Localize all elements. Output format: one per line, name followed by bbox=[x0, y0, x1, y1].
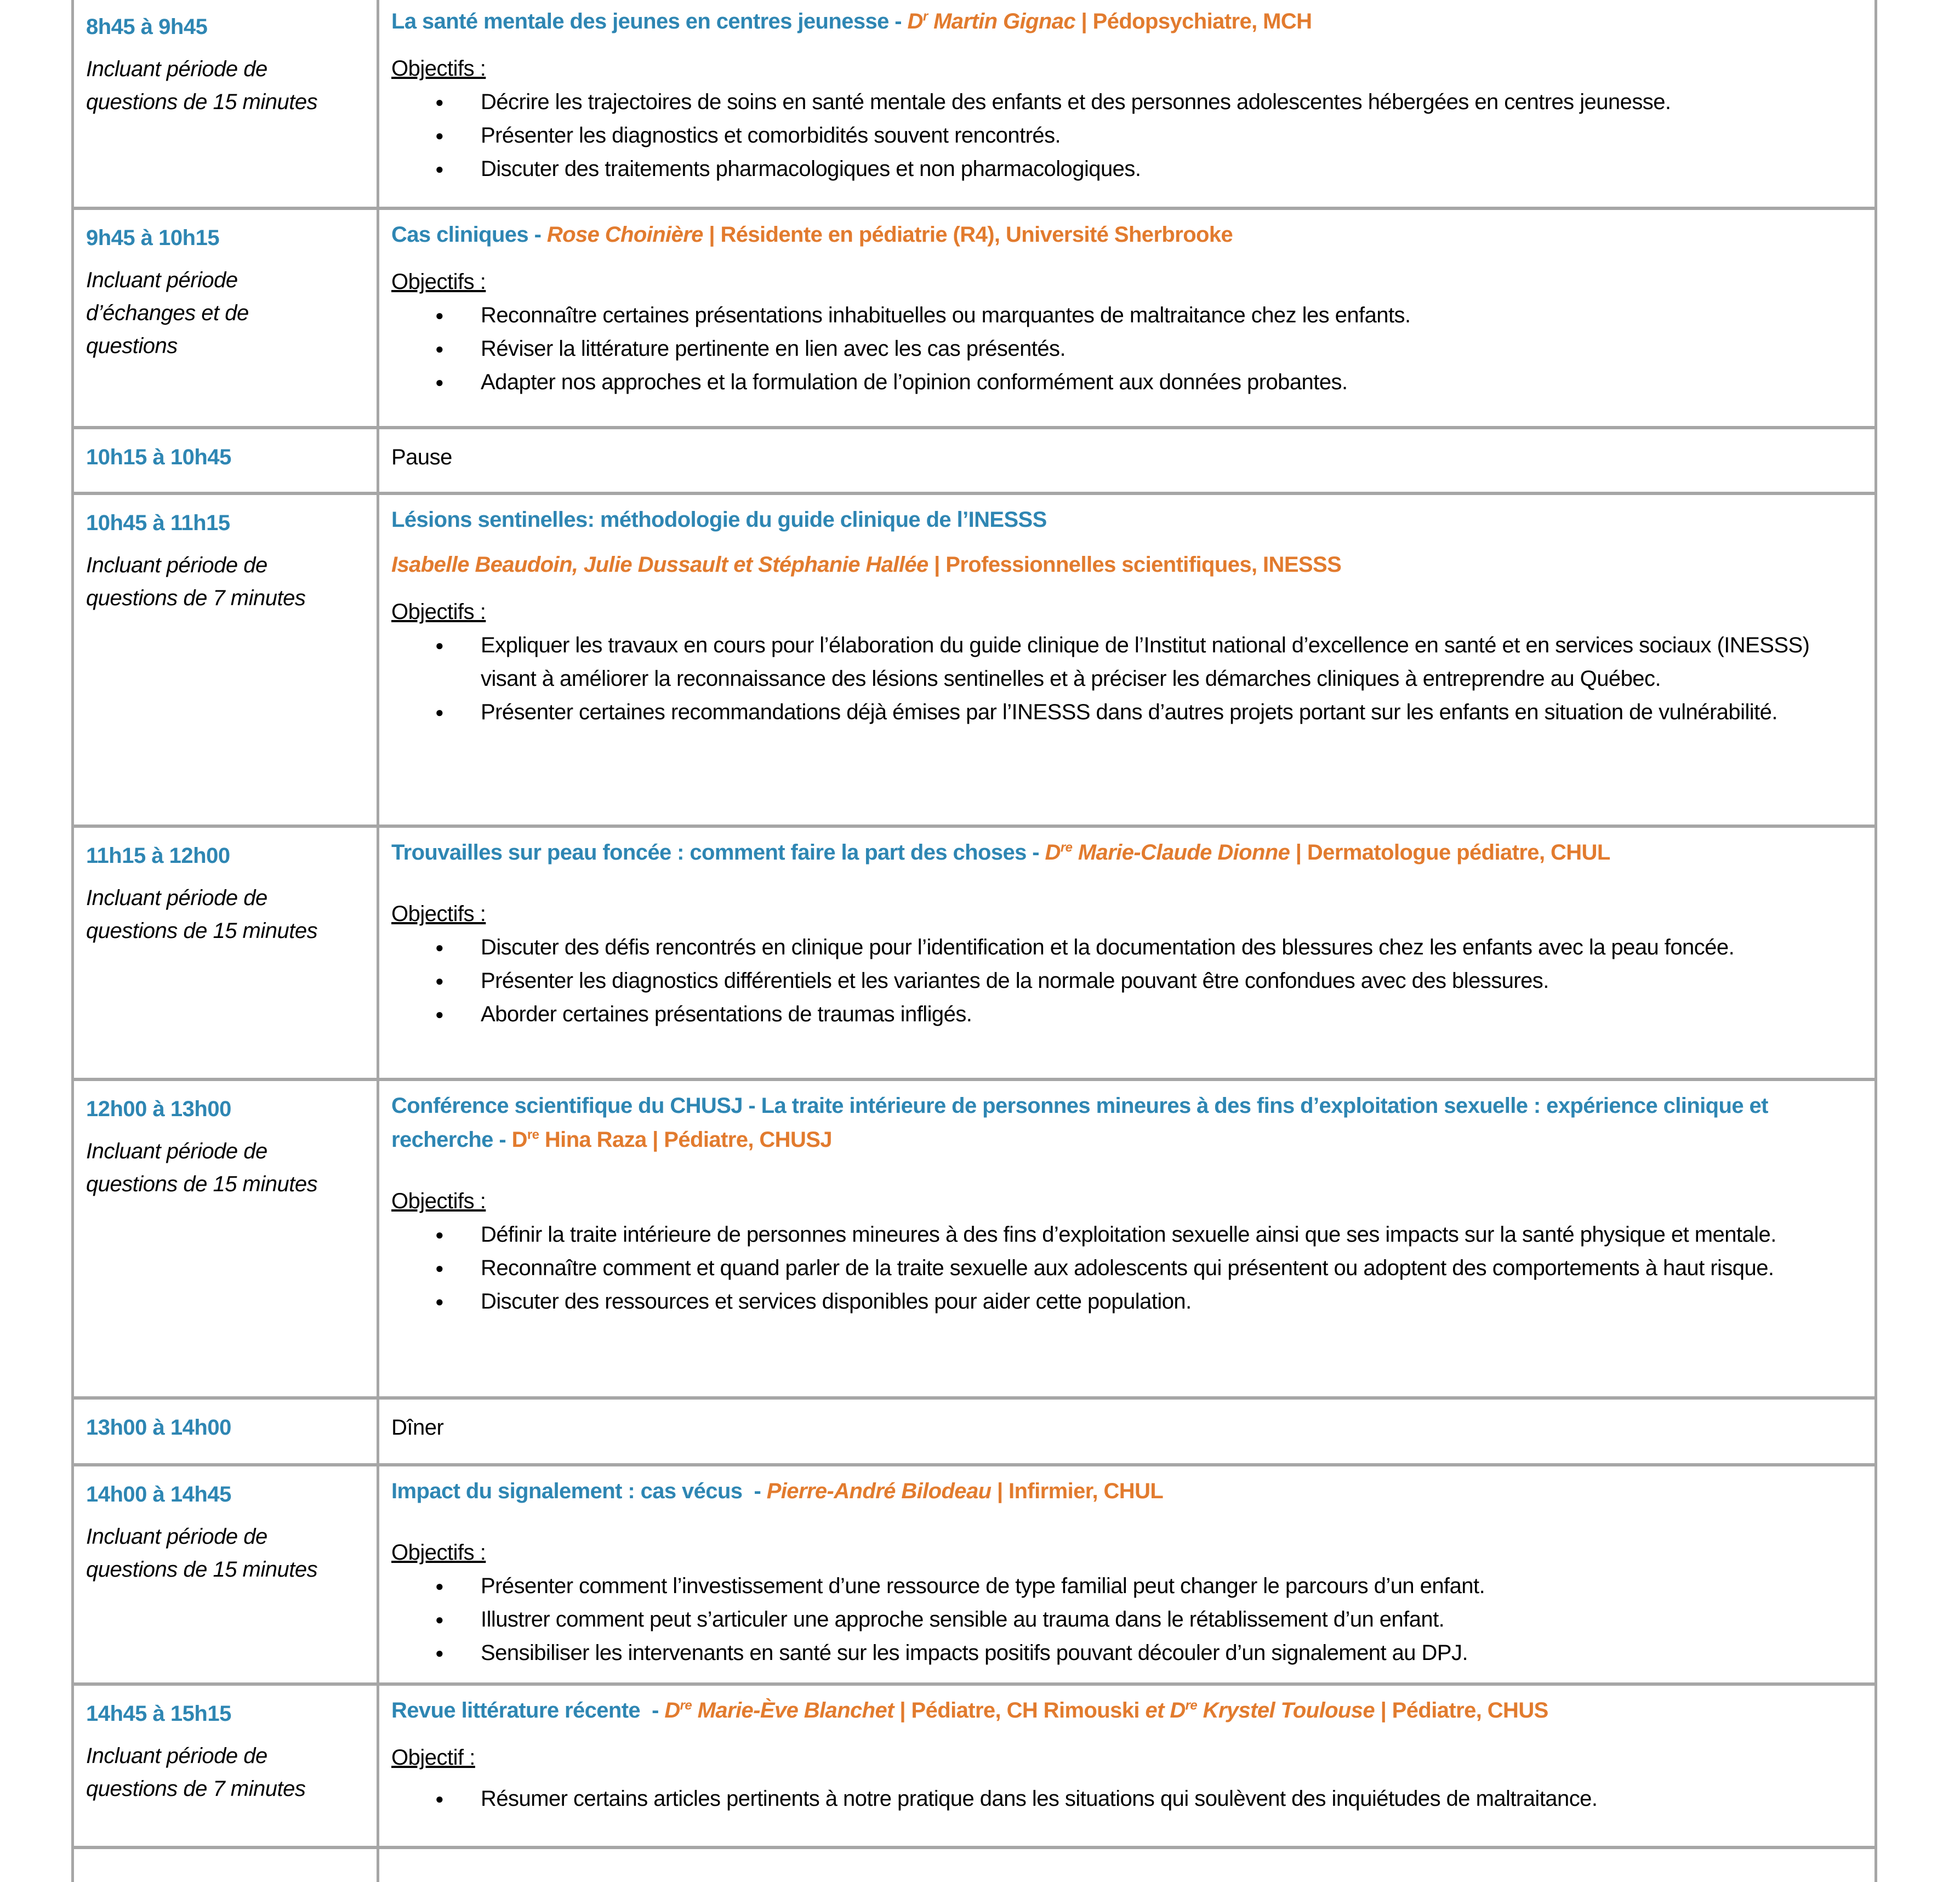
session-title bbox=[391, 1089, 1864, 1157]
objectives-list bbox=[391, 1218, 1864, 1318]
time-cell bbox=[71, 1849, 379, 1882]
objective-item: ● Décrire les trajectoires de soins en santé mentale des enfants et des personnes adolescentes hébergées en centres jeunesse. bbox=[391, 86, 1864, 119]
session-note: Incluant période d’échanges et de questions bbox=[86, 268, 249, 358]
schedule-row-break bbox=[71, 429, 1877, 495]
session-title bbox=[391, 4, 1864, 38]
speaker-1-name bbox=[664, 1698, 894, 1722]
objectives-list bbox=[391, 86, 1864, 186]
schedule-row bbox=[71, 495, 1877, 828]
speaker-honorific-sup: re bbox=[680, 1698, 692, 1713]
speaker-name bbox=[908, 9, 1075, 33]
speaker-honorific: D bbox=[664, 1698, 680, 1722]
session-title bbox=[391, 835, 1864, 869]
speaker-name-text: Marie-Claude Dionne bbox=[1072, 840, 1290, 865]
objectives-list bbox=[391, 629, 1864, 729]
session-title bbox=[391, 1693, 1864, 1727]
session-title-text: Revue littérature récente - bbox=[391, 1698, 665, 1722]
session-title-text: Trouvailles sur peau foncée : comment faire la part des choses - bbox=[391, 840, 1045, 865]
speaker-name: Rose Choinière bbox=[546, 223, 703, 247]
time-range: 10h45 à 11h15 bbox=[86, 511, 230, 535]
objective-item: ● Adapter nos approches et la formulation de l’opinion conformément aux données probantes. bbox=[391, 366, 1864, 399]
time-range: 8h45 à 9h45 bbox=[86, 15, 208, 39]
objective-item: ● Illustrer comment peut s’articuler une approche sensible au trauma dans le rétablissement d’un enfant. bbox=[391, 1603, 1864, 1636]
speaker-honorific: D bbox=[1045, 840, 1061, 865]
session-cell bbox=[379, 828, 1877, 1078]
objective-item: ● Reconnaître comment et quand parler de la traite sexuelle aux adolescents qui présentent ou adoptent des comportements à haut risque. bbox=[391, 1252, 1864, 1285]
session-title bbox=[391, 218, 1864, 252]
session-cell bbox=[379, 0, 1877, 207]
session-cell bbox=[379, 1849, 1877, 1882]
session-title: Lésions sentinelles: méthodologie du guide clinique de l’INESSS bbox=[391, 508, 1047, 532]
schedule-row bbox=[71, 828, 1877, 1081]
schedule-row bbox=[71, 1466, 1877, 1686]
speaker-name bbox=[512, 1128, 647, 1152]
speaker-joiner: et D bbox=[1145, 1698, 1186, 1722]
objectives-list bbox=[391, 299, 1864, 399]
objectives-list bbox=[391, 931, 1864, 1031]
session-title bbox=[391, 1474, 1864, 1508]
time-range: 14h45 à 15h15 bbox=[86, 1702, 231, 1726]
speaker-name-text: Martin Gignac bbox=[927, 9, 1075, 33]
session-title-text: Conférence scientifique du CHUSJ - La traite intérieure de personnes mineures à des fins d’exploitation sexuelle : expérience clinique et recherche - bbox=[391, 1094, 1768, 1152]
time-cell bbox=[71, 495, 379, 825]
time-cell bbox=[71, 828, 379, 1078]
speaker-name-text: Marie-Ève Blanchet bbox=[692, 1698, 894, 1722]
objective-item: ● Présenter comment l’investissement d’une ressource de type familial peut changer le parcours d’un enfant. bbox=[391, 1570, 1864, 1603]
schedule-table bbox=[71, 0, 1877, 1882]
time-cell bbox=[71, 210, 379, 426]
time-cell bbox=[71, 429, 379, 492]
session-note: Incluant période de questions de 7 minutes bbox=[86, 553, 306, 610]
speaker-name: Isabelle Beaudoin, Julie Dussault et Stéphanie Hallée bbox=[391, 553, 928, 577]
objective-item: ● Discuter des défis rencontrés en clinique pour l’identification et la documentation des blessures chez les enfants avec la peau foncée. bbox=[391, 931, 1864, 964]
session-note: Incluant période de questions de 15 minutes bbox=[86, 57, 318, 114]
schedule-row bbox=[71, 1081, 1877, 1400]
objectives-label: Objectifs : bbox=[391, 1189, 486, 1213]
speaker-honorific: D bbox=[907, 9, 923, 33]
speaker-role: | Résidente en pédiatrie (R4), Université Sherbrooke bbox=[703, 223, 1233, 247]
speaker-1-role: | Pédiatre, CH Rimouski bbox=[893, 1698, 1146, 1722]
session-title-text: Cas cliniques - bbox=[391, 223, 547, 247]
speaker-name-text: Krystel Toulouse bbox=[1197, 1698, 1375, 1722]
speaker-2-name bbox=[1145, 1698, 1375, 1722]
objective-item: ● Reconnaître certaines présentations inhabituelles ou marquantes de maltraitance chez les enfants. bbox=[391, 299, 1864, 332]
objective-item: ● Aborder certaines présentations de traumas infligés. bbox=[391, 998, 1864, 1031]
session-title-text: Impact du signalement : cas vécus - bbox=[391, 1479, 767, 1503]
objective-item: ● Présenter les diagnostics différentiels et les variantes de la normale pouvant être confondues avec des blessures. bbox=[391, 964, 1864, 998]
speaker-name: Pierre-André Bilodeau bbox=[766, 1479, 992, 1503]
break-label: Pause bbox=[391, 445, 452, 469]
time-range: 13h00 à 14h00 bbox=[86, 1415, 231, 1440]
speaker-role: | Professionnelles scientifiques, INESSS bbox=[928, 553, 1342, 577]
speaker-honorific: D bbox=[511, 1128, 527, 1152]
objectives-list bbox=[391, 1782, 1864, 1816]
session-note: Incluant période de questions de 15 minutes bbox=[86, 886, 318, 943]
objective-item: ● Définir la traite intérieure de personnes mineures à des fins d’exploitation sexuelle ainsi que ses impacts sur la santé physique et mentale. bbox=[391, 1218, 1864, 1252]
objectives-label: Objectifs : bbox=[391, 600, 486, 624]
schedule-row-partial bbox=[71, 1849, 1877, 1882]
objective-item: ● Expliquer les travaux en cours pour l’élaboration du guide clinique de l’Institut national d’excellence en santé et en services sociaux (INESSS) visant à améliorer la reconnaissance des lésions sentinelles et à préciser les démarches cliniques à entreprendre au Québec. bbox=[391, 629, 1864, 696]
session-cell bbox=[379, 1466, 1877, 1682]
break-label: Dîner bbox=[391, 1415, 444, 1440]
session-cell bbox=[379, 1081, 1877, 1396]
time-cell bbox=[71, 1400, 379, 1463]
speaker-line bbox=[391, 548, 1864, 582]
objectives-label: Objectifs : bbox=[391, 1540, 486, 1565]
session-cell bbox=[379, 1686, 1877, 1846]
speaker-role: | Infirmier, CHUL bbox=[991, 1479, 1164, 1503]
speaker-name bbox=[1045, 840, 1290, 865]
objective-item: ● Discuter des traitements pharmacologiques et non pharmacologiques. bbox=[391, 152, 1864, 186]
objective-item: ● Sensibiliser les intervenants en santé sur les impacts positifs pouvant découler d’un signalement au DPJ. bbox=[391, 1636, 1864, 1670]
objectives-label: Objectifs : bbox=[391, 56, 486, 81]
time-cell bbox=[71, 1081, 379, 1396]
objective-item: ● Présenter certaines recommandations déjà émises par l’INESSS dans d’autres projets portant sur les enfants en situation de vulnérabilité. bbox=[391, 696, 1864, 729]
objectives-label: Objectif : bbox=[391, 1745, 475, 1770]
objective-item: ● Résumer certains articles pertinents à notre pratique dans les situations qui soulèvent des inquiétudes de maltraitance. bbox=[391, 1782, 1864, 1816]
speaker-role: | Pédiatre, CHUSJ bbox=[646, 1128, 832, 1152]
objectives-label: Objectifs : bbox=[391, 902, 486, 926]
speaker-2-role: | Pédiatre, CHUS bbox=[1375, 1698, 1548, 1722]
objectives-list bbox=[391, 1570, 1864, 1670]
session-cell bbox=[379, 1400, 1877, 1463]
session-note: Incluant période de questions de 15 minutes bbox=[86, 1139, 318, 1196]
session-note: Incluant période de questions de 15 minutes bbox=[86, 1525, 318, 1582]
session-title-text: La santé mentale des jeunes en centres jeunesse - bbox=[391, 9, 908, 33]
objective-item: ● Réviser la littérature pertinente en lien avec les cas présentés. bbox=[391, 332, 1864, 366]
session-cell bbox=[379, 495, 1877, 825]
speaker-honorific-sup: re bbox=[527, 1127, 539, 1142]
time-range: 9h45 à 10h15 bbox=[86, 226, 220, 250]
objectives-label: Objectifs : bbox=[391, 270, 486, 294]
schedule-row bbox=[71, 1686, 1877, 1849]
objective-item: ● Discuter des ressources et services disponibles pour aider cette population. bbox=[391, 1285, 1864, 1318]
session-cell bbox=[379, 429, 1877, 492]
speaker-honorific-sup: re bbox=[1185, 1698, 1198, 1713]
time-cell bbox=[71, 1686, 379, 1846]
time-range: 12h00 à 13h00 bbox=[86, 1097, 231, 1121]
session-note: Incluant période de questions de 7 minutes bbox=[86, 1744, 306, 1801]
speaker-honorific-sup: r bbox=[922, 9, 928, 24]
time-cell bbox=[71, 1466, 379, 1682]
schedule-row bbox=[71, 0, 1877, 210]
speaker-name-text: Hina Raza bbox=[539, 1128, 647, 1152]
speaker-role: | Dermatologue pédiatre, CHUL bbox=[1290, 840, 1610, 865]
speaker-role: | Pédopsychiatre, MCH bbox=[1075, 9, 1312, 33]
time-range: 11h15 à 12h00 bbox=[86, 844, 230, 868]
schedule-row-break bbox=[71, 1400, 1877, 1466]
time-range: 10h15 à 10h45 bbox=[86, 445, 231, 469]
objective-item: ● Présenter les diagnostics et comorbidités souvent rencontrés. bbox=[391, 119, 1864, 152]
time-range: 14h00 à 14h45 bbox=[86, 1482, 231, 1506]
schedule-row bbox=[71, 210, 1877, 429]
time-cell bbox=[71, 0, 379, 207]
speaker-honorific-sup: re bbox=[1060, 840, 1073, 855]
session-cell bbox=[379, 210, 1877, 426]
